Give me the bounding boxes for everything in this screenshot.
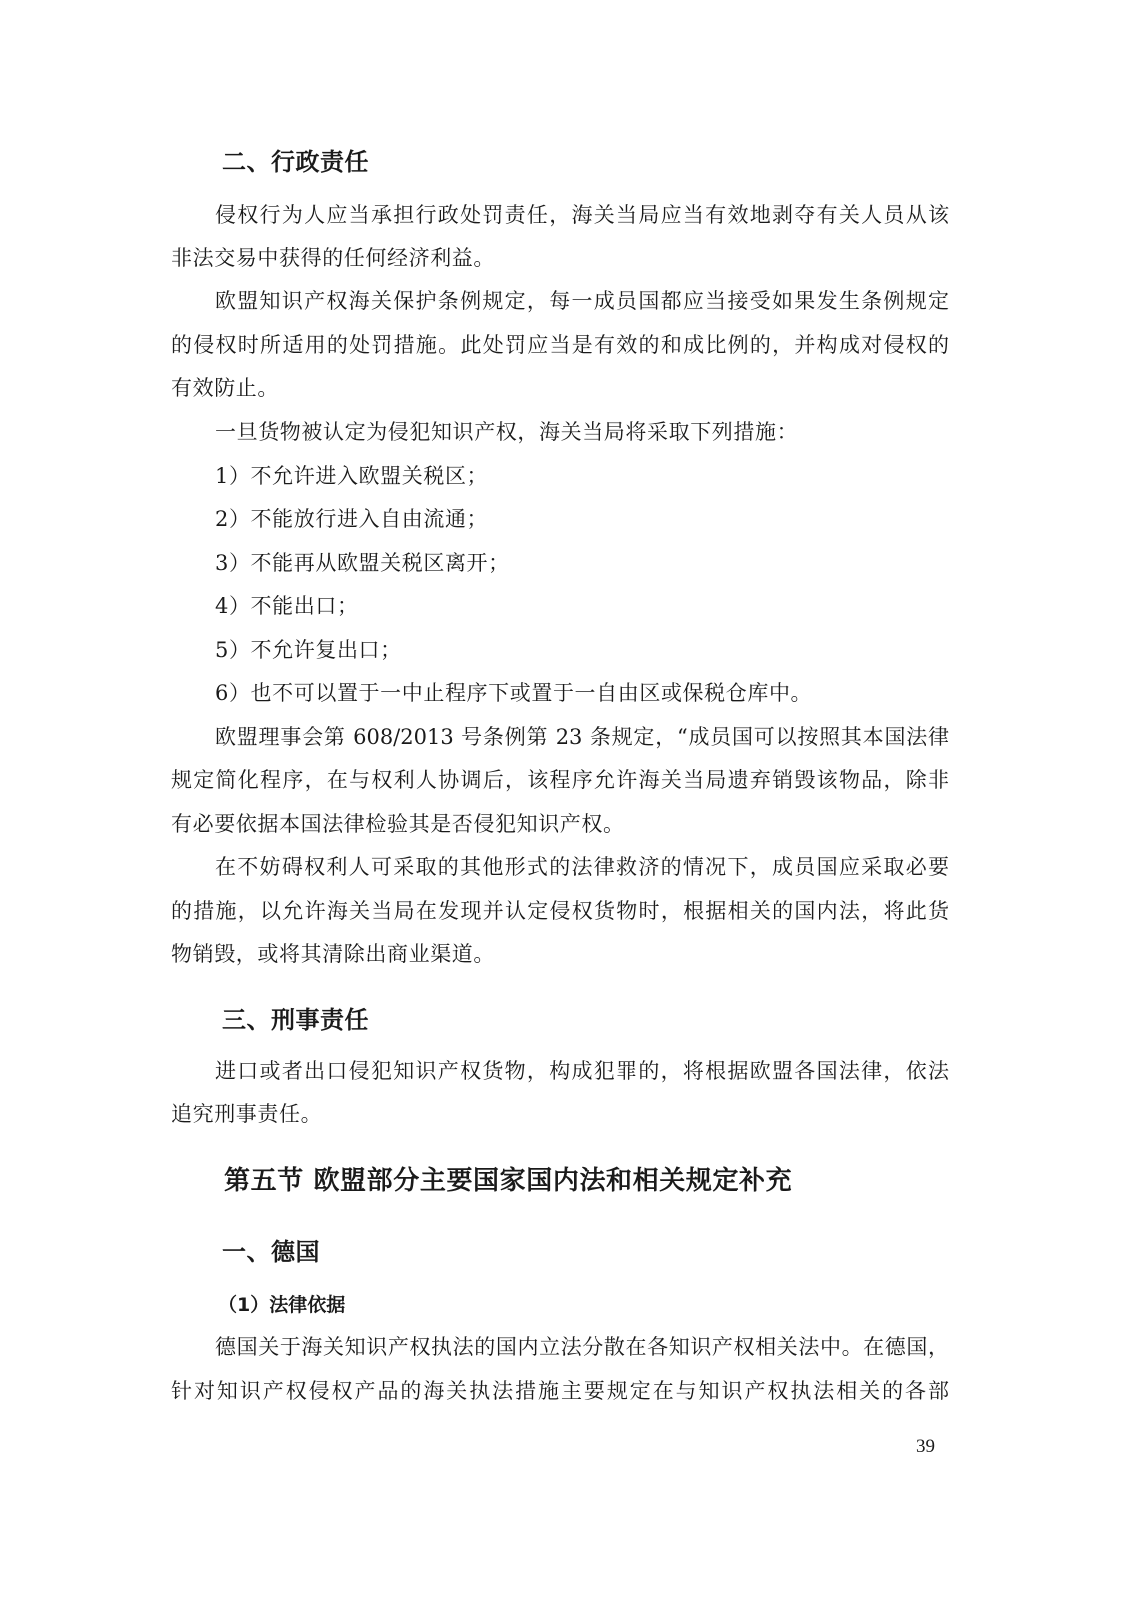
paragraph-line: 有效防止。 bbox=[171, 376, 279, 400]
measure-list-item: 3）不能再从欧盟关税区离开； bbox=[215, 551, 510, 575]
page-number: 39 bbox=[916, 1436, 935, 1457]
paragraph-line: 针对知识产权侵权产品的海关执法措施主要规定在与知识产权执法相关的各部 bbox=[171, 1379, 949, 1403]
measure-list-item: 6）也不可以置于一中止程序下或置于一自由区或保税仓库中。 bbox=[215, 681, 813, 705]
measure-list-item: 2）不能放行进入自由流通； bbox=[215, 507, 489, 531]
measure-list-item: 1）不允许进入欧盟关税区； bbox=[215, 464, 489, 488]
measure-list-item: 4）不能出口； bbox=[215, 594, 359, 618]
paragraph-line: 德国关于海关知识产权执法的国内立法分散在各知识产权相关法中。在德国， bbox=[215, 1335, 949, 1359]
paragraph-line: 的侵权时所适用的处罚措施。此处罚应当是有效的和成比例的，并构成对侵权的 bbox=[171, 333, 949, 357]
section-title: 第五节 欧盟部分主要国家国内法和相关规定补充 bbox=[224, 1166, 793, 1196]
heading-criminal-liability: 三、刑事责任 bbox=[222, 1006, 369, 1034]
heading-administrative-liability: 二、行政责任 bbox=[222, 148, 369, 176]
paragraph-line: 有必要依据本国法律检验其是否侵犯知识产权。 bbox=[171, 812, 625, 836]
heading-germany: 一、德国 bbox=[222, 1238, 320, 1266]
paragraph-line: 规定简化程序，在与权利人协调后，该程序允许海关当局遗弃销毁该物品，除非 bbox=[171, 768, 949, 792]
paragraph-line: 欧盟知识产权海关保护条例规定，每一成员国都应当接受如果发生条例规定 bbox=[215, 289, 949, 313]
paragraph-line: 欧盟理事会第 608/2013 号条例第 23 条规定，“成员国可以按照其本国法律 bbox=[215, 725, 949, 749]
measure-list-item: 5）不允许复出口； bbox=[215, 638, 402, 662]
paragraph-line: 在不妨碍权利人可采取的其他形式的法律救济的情况下，成员国应采取必要 bbox=[215, 855, 949, 879]
paragraph-line: 一旦货物被认定为侵犯知识产权，海关当局将采取下列措施： bbox=[215, 420, 799, 444]
subheading-legal-basis: （1）法律依据 bbox=[218, 1294, 346, 1316]
paragraph-line: 追究刑事责任。 bbox=[171, 1102, 323, 1126]
paragraph-line: 侵权行为人应当承担行政处罚责任，海关当局应当有效地剥夺有关人员从该 bbox=[215, 203, 949, 227]
paragraph-line: 的措施，以允许海关当局在发现并认定侵权货物时，根据相关的国内法，将此货 bbox=[171, 899, 949, 923]
paragraph-line: 物销毁，或将其清除出商业渠道。 bbox=[171, 942, 495, 966]
paragraph-line: 非法交易中获得的任何经济利益。 bbox=[171, 246, 495, 270]
paragraph-line: 进口或者出口侵犯知识产权货物，构成犯罪的，将根据欧盟各国法律，依法 bbox=[215, 1059, 949, 1083]
